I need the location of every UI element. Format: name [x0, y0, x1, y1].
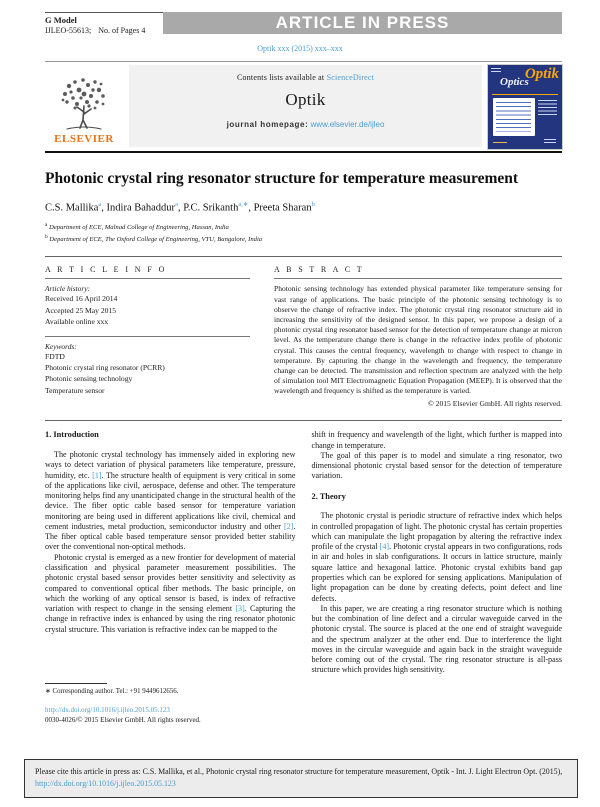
keyword-item: Photonic crystal ring resonator (PCRR) [45, 363, 165, 373]
corresponding-author-text: ∗ Corresponding author. Tel.: +91 9449612656. [45, 687, 179, 695]
contents-list-line [129, 73, 482, 82]
g-model-label: G Model [45, 15, 77, 25]
cover-optics-text: Optics [500, 76, 529, 88]
footnote-rule [45, 683, 107, 684]
theory-heading: 2. Theory [311, 491, 346, 501]
affiliation-b-sup: b [45, 234, 48, 241]
cover-divider [492, 94, 558, 95]
keyword-item: Photonic sensing technology [45, 374, 133, 384]
introduction-heading: 1. Introduction [45, 430, 99, 440]
author-affiliation-sup: b [311, 200, 315, 208]
article-info-column [45, 265, 250, 408]
continued-paragraph: shift in frequency and wavelength of the light, which further is mapped into change in temperature. [311, 430, 562, 450]
citation-ref[interactable]: [3] [235, 604, 245, 614]
theory-paragraph-1: The photonic crystal is periodic structure of refractive index which helps in controlled propagation of light. The photonic crystal has certain properties which can manipulate the light propagation by altering the refractive index profile of the crystal [4]. Photonic crystal appears in two configurations, rods in air and holes in slab configurations. It occurs in lattice structure, mainly square lattice and hexagonal lattice. Photonic crystal exhibits band gap properties which can be explored for sensing applications. Manipulation of light propagation can be done by creating defects, point defect and line defects. [311, 511, 562, 603]
pages-count: No. of Pages 4 [98, 26, 146, 35]
cover-footer-left [493, 142, 507, 145]
abstract-heading: A B S T R A C T [274, 265, 562, 279]
cover-issue-info [491, 68, 501, 74]
issn-copyright: 0030-4026/© 2015 Elsevier GmbH. All rights reserved. [45, 716, 201, 725]
cover-side-text [538, 100, 557, 116]
affiliation-a-text: Department of ECE, Malnad College of Engineering, Hassan, India [49, 224, 229, 232]
affiliations [45, 221, 562, 245]
authors-line [45, 200, 562, 214]
abstract-column [274, 265, 562, 408]
page-title: Photonic crystal ring resonator structure for temperature measurement [45, 170, 519, 187]
info-abstract-section [45, 257, 562, 420]
citation-notice-text: Please cite this article in press as: C.S. Mallika, et al., Photonic crystal ring resonator structure for temperature measurement, Optik - Int. J. Light Electron Opt. (2015), [35, 767, 563, 777]
journal-cover-thumbnail [488, 65, 562, 149]
author-name: Preeta Sharan [253, 202, 312, 214]
article-history [45, 279, 250, 336]
elsevier-tree-icon [57, 76, 111, 132]
keyword-item: FDTD [45, 351, 65, 361]
affiliation-b [45, 233, 562, 245]
journal-header [45, 61, 562, 153]
elsevier-logo [45, 65, 123, 147]
history-accepted: Accepted 25 May 2015 [45, 305, 117, 315]
author-separator: , [101, 202, 107, 214]
author-separator: , [248, 202, 254, 214]
citation-notice-box [24, 759, 578, 798]
author-separator: , [177, 202, 184, 214]
introduction-paragraph-2: Photonic crystal is emerged as a new frontier for development of material classification and physical parameter measurement possibilities. The photonic crystal based sensor provides better sensitivity and selectivity as compared to conventional optical fiber methods. The basic principle, on which the working of any optical sensor is based, is index of refractive variation with respect to change in the sensing element [3]. Capturing the change in refractive index is enhanced by using the ring resonator photonic crystal structure. This variation is refractive index can be mapped to the [45, 552, 296, 634]
author-affiliation-sup: a [98, 200, 102, 208]
homepage-line [129, 120, 482, 129]
doi-link[interactable]: http://dx.doi.org/10.1016/j.ijleo.2015.05.123 [45, 705, 170, 714]
affiliation-b-text: Department of ECE, The Oxford College of Engineering, VTU, Bangalore, India [49, 236, 263, 244]
author-name: P.C. Srikanth [183, 202, 239, 214]
cover-article-list [493, 98, 535, 136]
manuscript-id-line [45, 26, 163, 35]
citation-ref[interactable]: [4] [379, 542, 390, 552]
left-column [45, 430, 296, 675]
journal-name: Optik [285, 90, 326, 109]
homepage-label: journal homepage: [226, 120, 309, 129]
article-in-press-banner: ARTICLE IN PRESS [163, 12, 562, 34]
goal-paragraph: The goal of this paper is to model and simulate a ring resonator, two dimensional photonic crystal based sensor for the detection of temperature variation. [311, 450, 562, 481]
contents-label: Contents lists available at [236, 73, 325, 82]
abstract-text: Photonic sensing technology has extended physical parameter like temperature sensing for vast range of applications. The basic principle of the photonic sensing technology is to observe the change of refractive index. The photonic crystal ring resonator structure aid in increasing the sensitivity of the designed sensor. In this paper, we propose a design of a photonic crystal ring resonator based sensor for the detection of temperature change at micron level. As the temperature change there is change in the refractive index profile of photonic crystal. This causes the central frequency, wavelength to change with respect to change in temperature. By capturing the change in the wavelength and frequency, the temperature change can be detected. The transmission and reflection spectrum are analyzed with the help of simulation tool MIT Electromagnetic Equation Propagation (MEEP). It is observed that the wavelength and frequency is shifted as the temperature is varied. [274, 284, 562, 396]
history-online: Available online xxx [45, 317, 109, 327]
doi-block [45, 705, 562, 726]
rule-below-info [45, 420, 562, 421]
theory-paragraph-2: In this paper, we are creating a ring resonator structure which is nothing but the combination of line defect and a circular waveguide carved in the photonic crystal. The source is placed at the one end of straight waveguide and the spectrum analyzer at the other end. Due to interference the light moves in the circular waveguide and again back in the straight waveguide before coming out of the crystal. The ring resonator structure is all-pass structure which provides high sensitivity. [311, 603, 562, 675]
journal-citation-line: Optik xxx (2015) xxx–xxx [257, 44, 343, 53]
manuscript-id: IJLEO-55613; [45, 26, 92, 35]
right-column [312, 430, 563, 675]
citation-ref[interactable]: [2] [284, 521, 294, 531]
cover-footer-right [544, 139, 556, 145]
abstract-copyright: © 2015 Elsevier GmbH. All rights reserved. [428, 399, 562, 409]
keywords-block [45, 337, 250, 397]
keyword-item: Temperature sensor [45, 385, 105, 395]
manuscript-info [45, 12, 163, 35]
author-name: Indira Bahaddur [106, 202, 176, 214]
citation-doi-link[interactable]: http://dx.doi.org/10.1016/j.ijleo.2015.05.123 [35, 779, 176, 789]
body-columns [45, 430, 562, 675]
article-page [0, 12, 600, 807]
affiliation-a-sup: a [45, 222, 48, 229]
author-name: C.S. Mallika [45, 202, 99, 214]
history-label: Article history: [45, 284, 90, 294]
introduction-paragraph-1: The photonic crystal technology has immensely aided in exploring new ways to detect variation of physical parameters like temperature, pressure, humidity, etc. [1]. The structure health of equipment is very critical in some of the applications like civil, aerospace, defense and other. The temperature monitoring helps find any unanticipated change in the structural health of the device. The fiber optic cable based sensor for temperature variation monitoring are being used in different applications like civil, chemical and cement industries, metal production, semiconductor industry and other [2]. The fiber optical cable based temperature sensor provided better stability over the conventional non-optical methods. [45, 450, 296, 552]
author-affiliation-sup: a,∗ [238, 200, 249, 208]
keywords-label: Keywords: [45, 341, 77, 351]
citation-ref[interactable]: [1] [92, 470, 102, 480]
journal-banner-box [129, 65, 482, 147]
cover-optik-text: Optik [524, 66, 559, 82]
author-affiliation-sup: a [175, 200, 178, 208]
masthead [45, 12, 562, 35]
homepage-link[interactable]: www.elsevier.de/ijleo [310, 120, 385, 129]
article-info-heading: A R T I C L E I N F O [45, 265, 250, 279]
corresponding-author-footnote [45, 683, 295, 695]
affiliation-a [45, 221, 562, 233]
sciencedirect-link[interactable]: ScienceDirect [326, 73, 375, 82]
elsevier-wordmark: ELSEVIER [54, 133, 114, 145]
history-received: Received 16 April 2014 [45, 294, 118, 304]
